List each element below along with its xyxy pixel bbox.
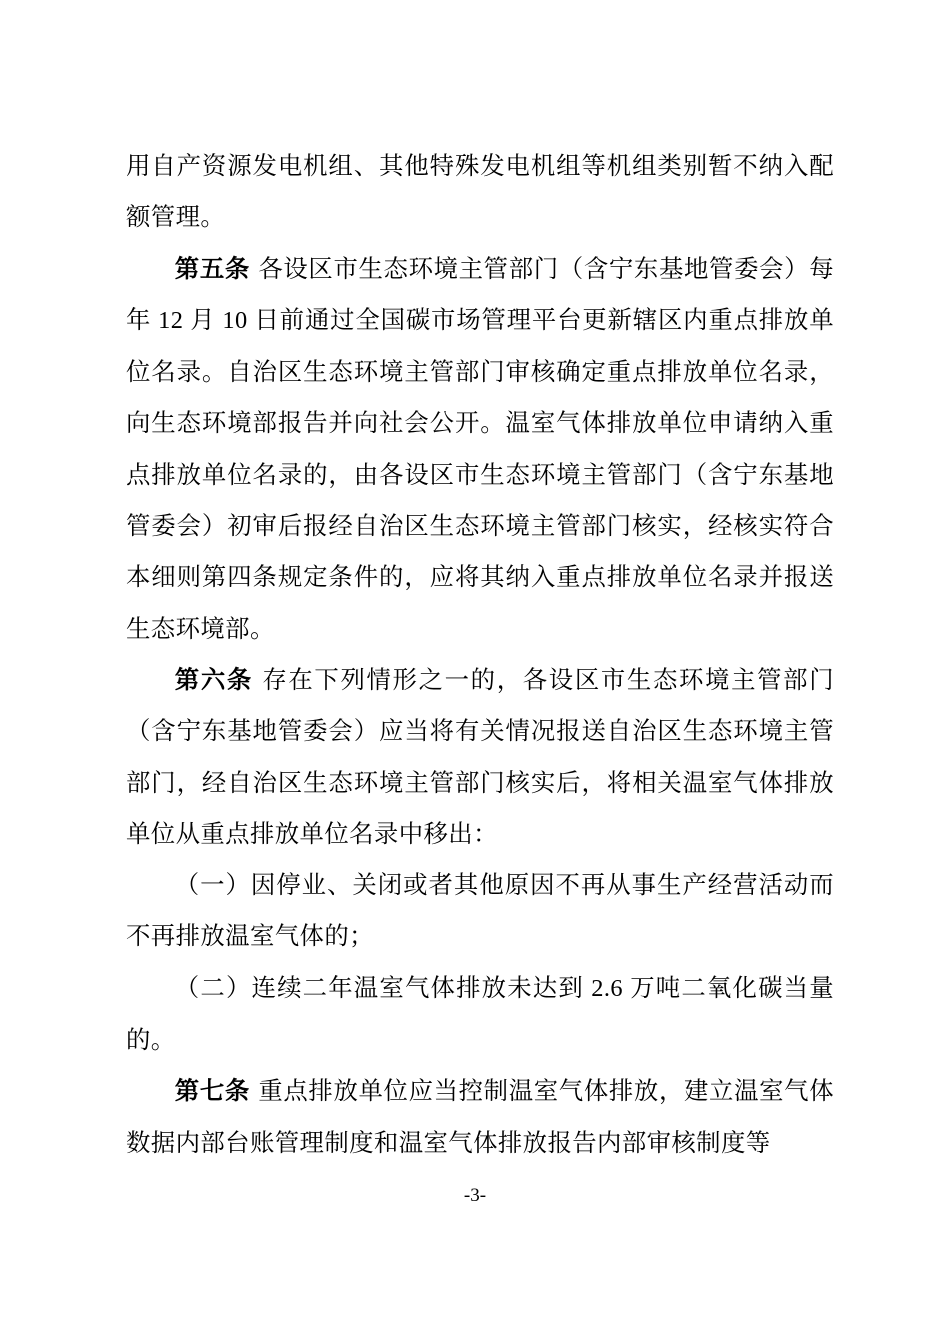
article-text: 存在下列情形之一的，各设区市生态环境主管部门（含宁东基地管委会）应当将有关情况报送自治区生态环境主管部门，经自治区生态环境主管部门核实后，将相关温室气体排放单位从重点排放单位名录中移出：	[126, 664, 834, 848]
list-item-number: 2.6	[583, 974, 631, 1002]
list-item-2	[126, 962, 834, 1066]
article-6	[126, 654, 834, 859]
article-text: 月	[190, 304, 216, 334]
list-item-text: （一）因停业、关闭或者其他原因不再从事生产经营活动而不再排放温室气体的；	[126, 870, 834, 951]
article-text: 日前通过全国碳市场管理平台更新辖区内重点排放单位名录。自治区生态环境主管部门审核确定重点排放单位名录，向生态环境部报告并向社会公开。温室气体排放单位申请纳入重点排放单位名录的，由各设区市生态环境主管部门（含宁东基地管委会）初审后报经自治区生态环境主管部门核实，经核实符合本细则第四条规定条件的，应将其纳入重点排放单位名录并报送生态环境部。	[126, 304, 835, 643]
article-number: 10	[215, 306, 255, 334]
article-heading: 第五条	[174, 253, 250, 283]
article-7	[126, 1065, 834, 1168]
article-heading: 第七条	[174, 1076, 250, 1106]
article-heading: 第六条	[174, 664, 253, 694]
document-body	[126, 140, 834, 1168]
article-text: 重点排放单位应当控制温室气体排放，建立温室气体数据内部台账管理制度和温室气体排放报告内部审核制度等	[126, 1076, 834, 1157]
paragraph-text: 用自产资源发电机组、其他特殊发电机组等机组类别暂不纳入配额管理。	[126, 151, 834, 232]
article-5	[126, 243, 834, 654]
list-item-text: 万吨二氧化碳当量的。	[126, 972, 834, 1055]
list-item-text: （二）连续二年温室气体排放未达到	[174, 972, 584, 1002]
article-number: 12	[151, 306, 191, 334]
article-text: 各设区市生态环境主管部门（含宁东基地管委会）每年	[126, 253, 834, 334]
paragraph-continuation	[126, 140, 834, 243]
page-number: -3-	[463, 1185, 487, 1206]
list-item-1	[126, 859, 834, 962]
